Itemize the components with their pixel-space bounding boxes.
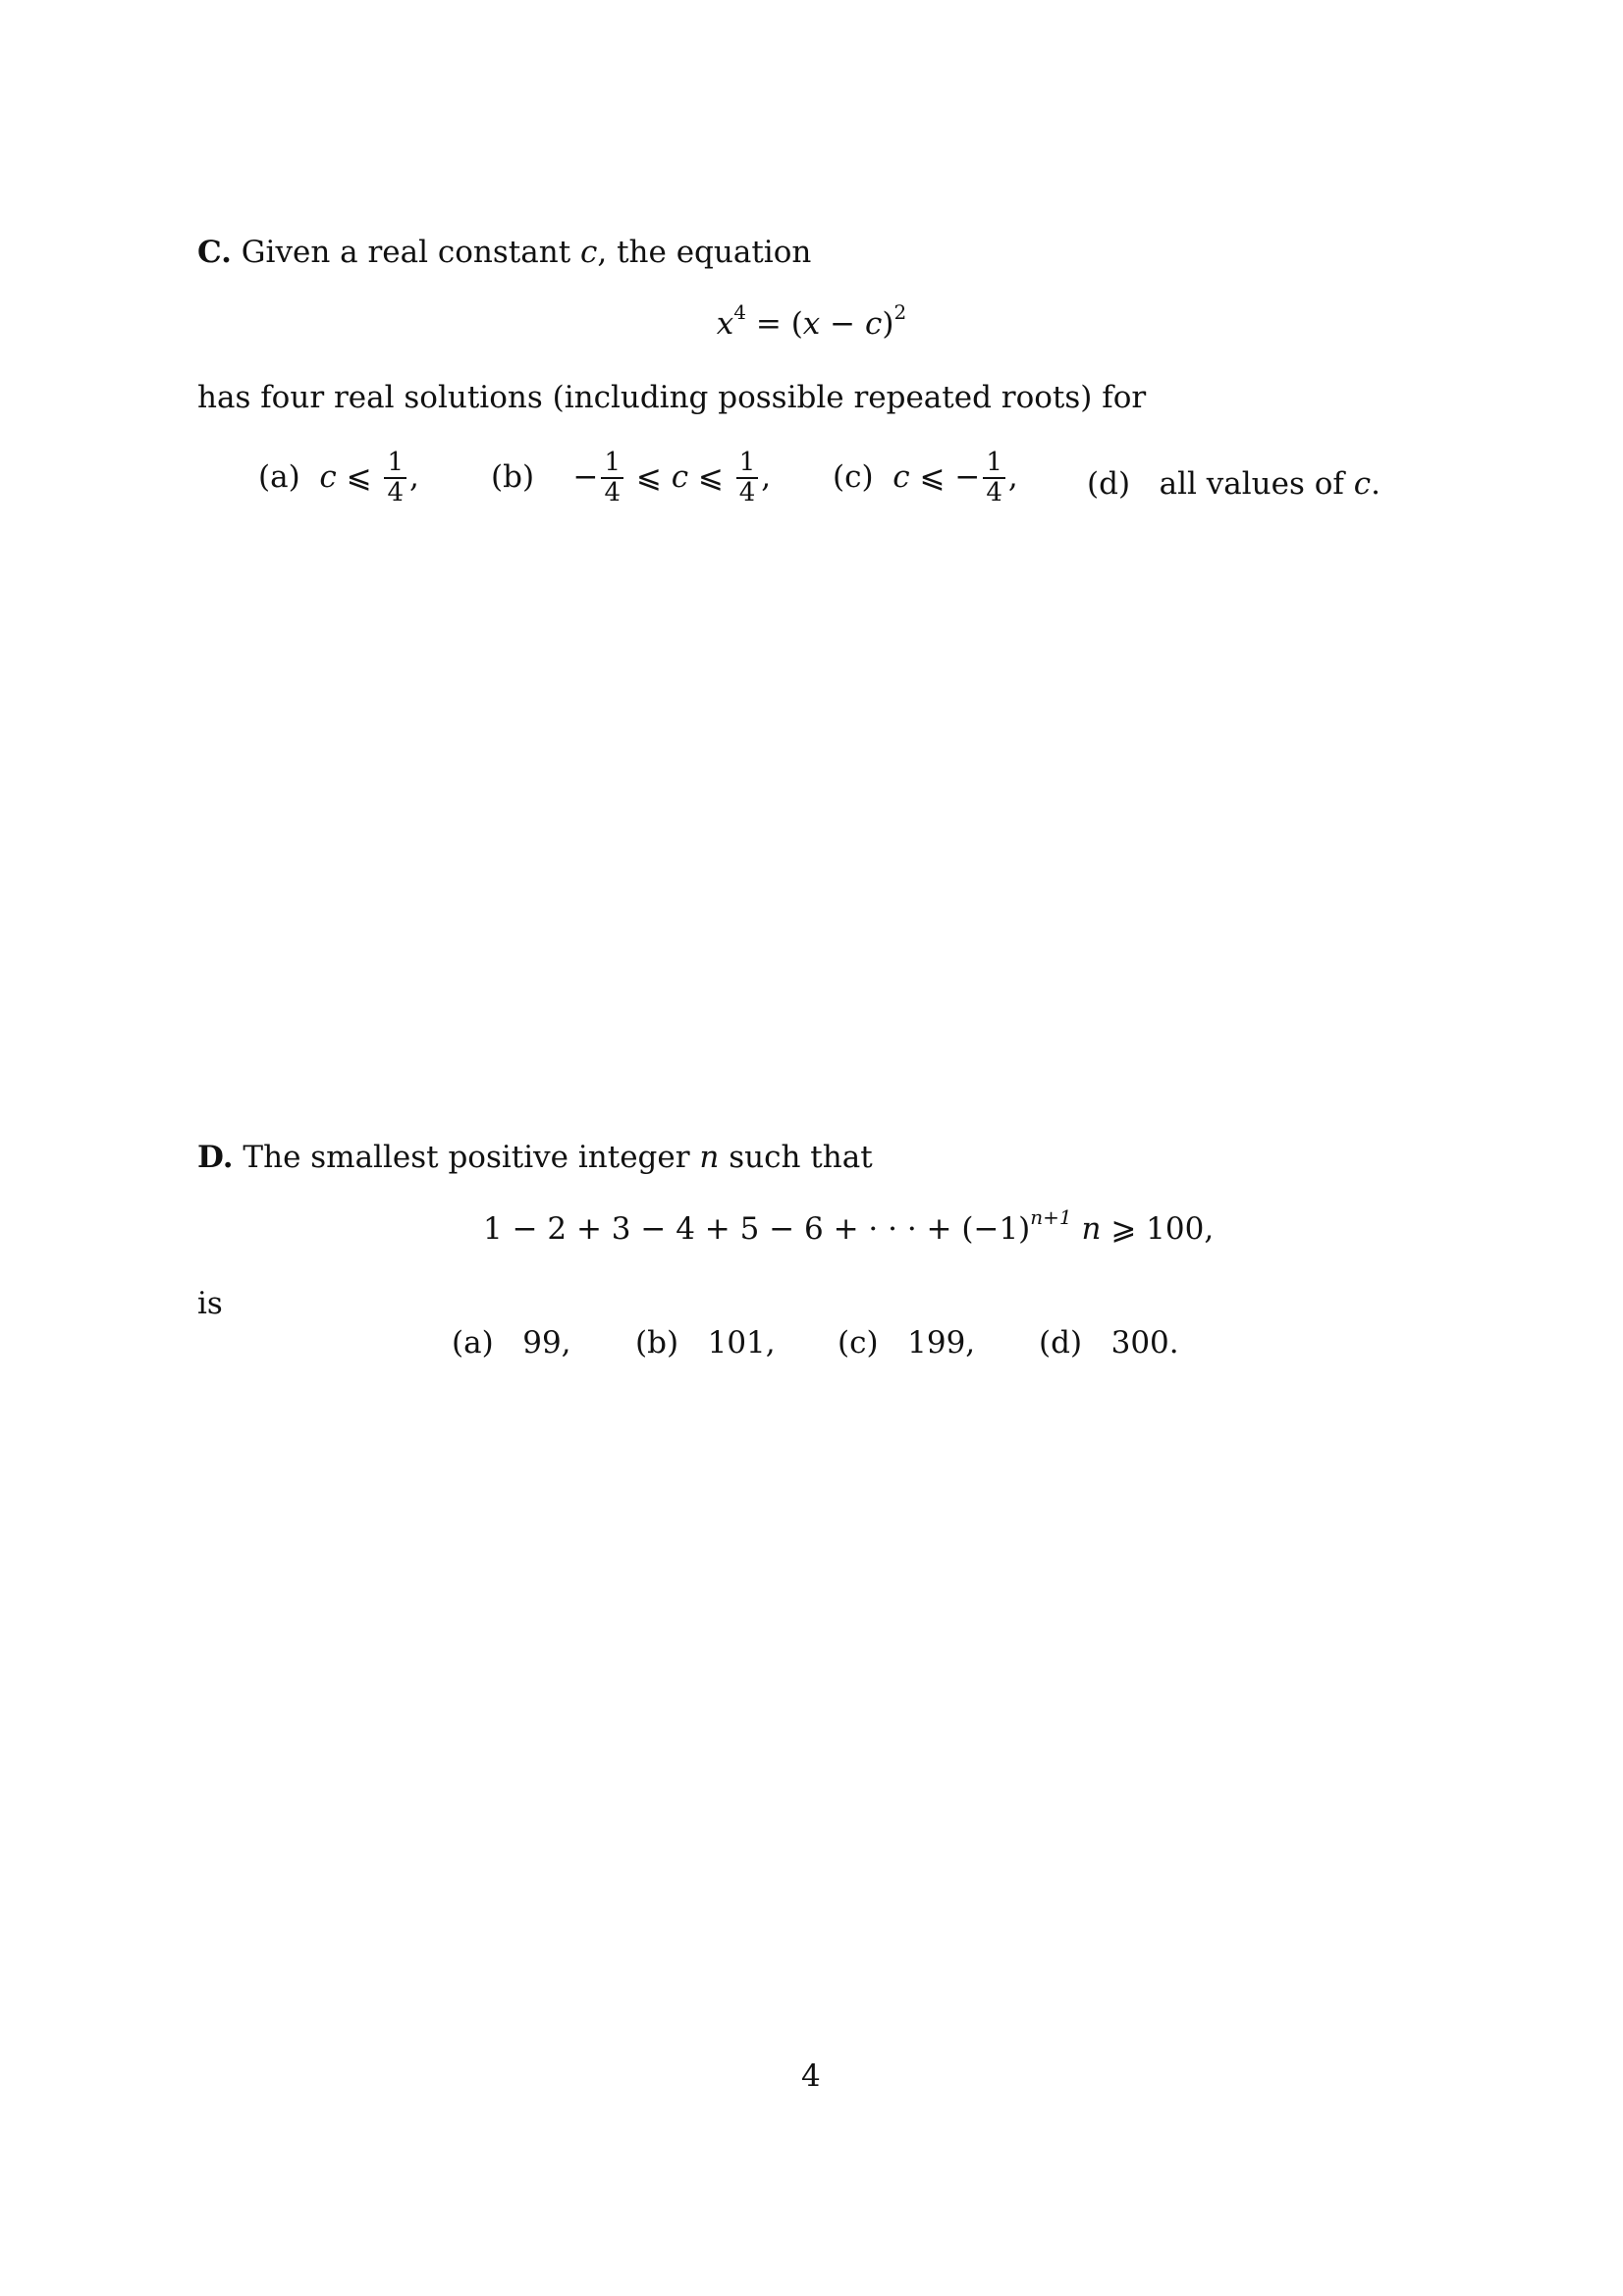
question-c-label: C. <box>197 235 232 270</box>
fraction: $\frac{1}{4}$ <box>983 450 1005 507</box>
question-c-equation: $x^4 = (x - c)^2$ <box>716 299 907 342</box>
question-c-option-a: (a) c ⩽ $\frac{1}{4}$ , <box>258 448 419 508</box>
question-c-intro-text-2: , the equation <box>597 235 812 270</box>
question-d-option-b: (b) 101, <box>635 1325 776 1361</box>
question-c-intro <box>197 235 812 270</box>
question-d-is-text: is <box>197 1286 223 1321</box>
variable-n: n <box>699 1140 720 1175</box>
question-d-option-d: (d) 300. <box>1039 1325 1179 1361</box>
variable-c: c <box>580 235 598 270</box>
question-c-option-c: (c) c ⩽ − $\frac{1}{4}$ , <box>833 448 1018 508</box>
question-d-option-c: (c) 199, <box>838 1325 976 1361</box>
page-number: 4 <box>801 2058 821 2094</box>
question-d-intro <box>197 1140 873 1175</box>
question-d-intro-text: The smallest positive integer <box>233 1140 700 1175</box>
question-d-option-a: (a) 99, <box>452 1325 571 1361</box>
question-c-text: has four real solutions (including possible repeated roots) for <box>197 380 1147 415</box>
fraction: $\frac{1}{4}$ <box>384 450 406 507</box>
question-c-option-d: (d) all values of c. <box>1087 466 1380 502</box>
question-c-option-b: (b) − $\frac{1}{4}$ ⩽ c ⩽ $\frac{1}{4}$ , <box>491 448 772 508</box>
question-c-intro-text: Given a real constant <box>231 235 580 270</box>
question-d-label: D. <box>197 1140 234 1175</box>
question-d-intro-text-2: such that <box>719 1140 873 1175</box>
question-d-equation: 1 − 2 + 3 − 4 + 5 − 6 + · · · + $(-1)^{n+1}$ n ⩾ 100, <box>483 1204 1215 1247</box>
fraction: $\frac{1}{4}$ <box>736 450 759 507</box>
fraction: $\frac{1}{4}$ <box>601 450 623 507</box>
